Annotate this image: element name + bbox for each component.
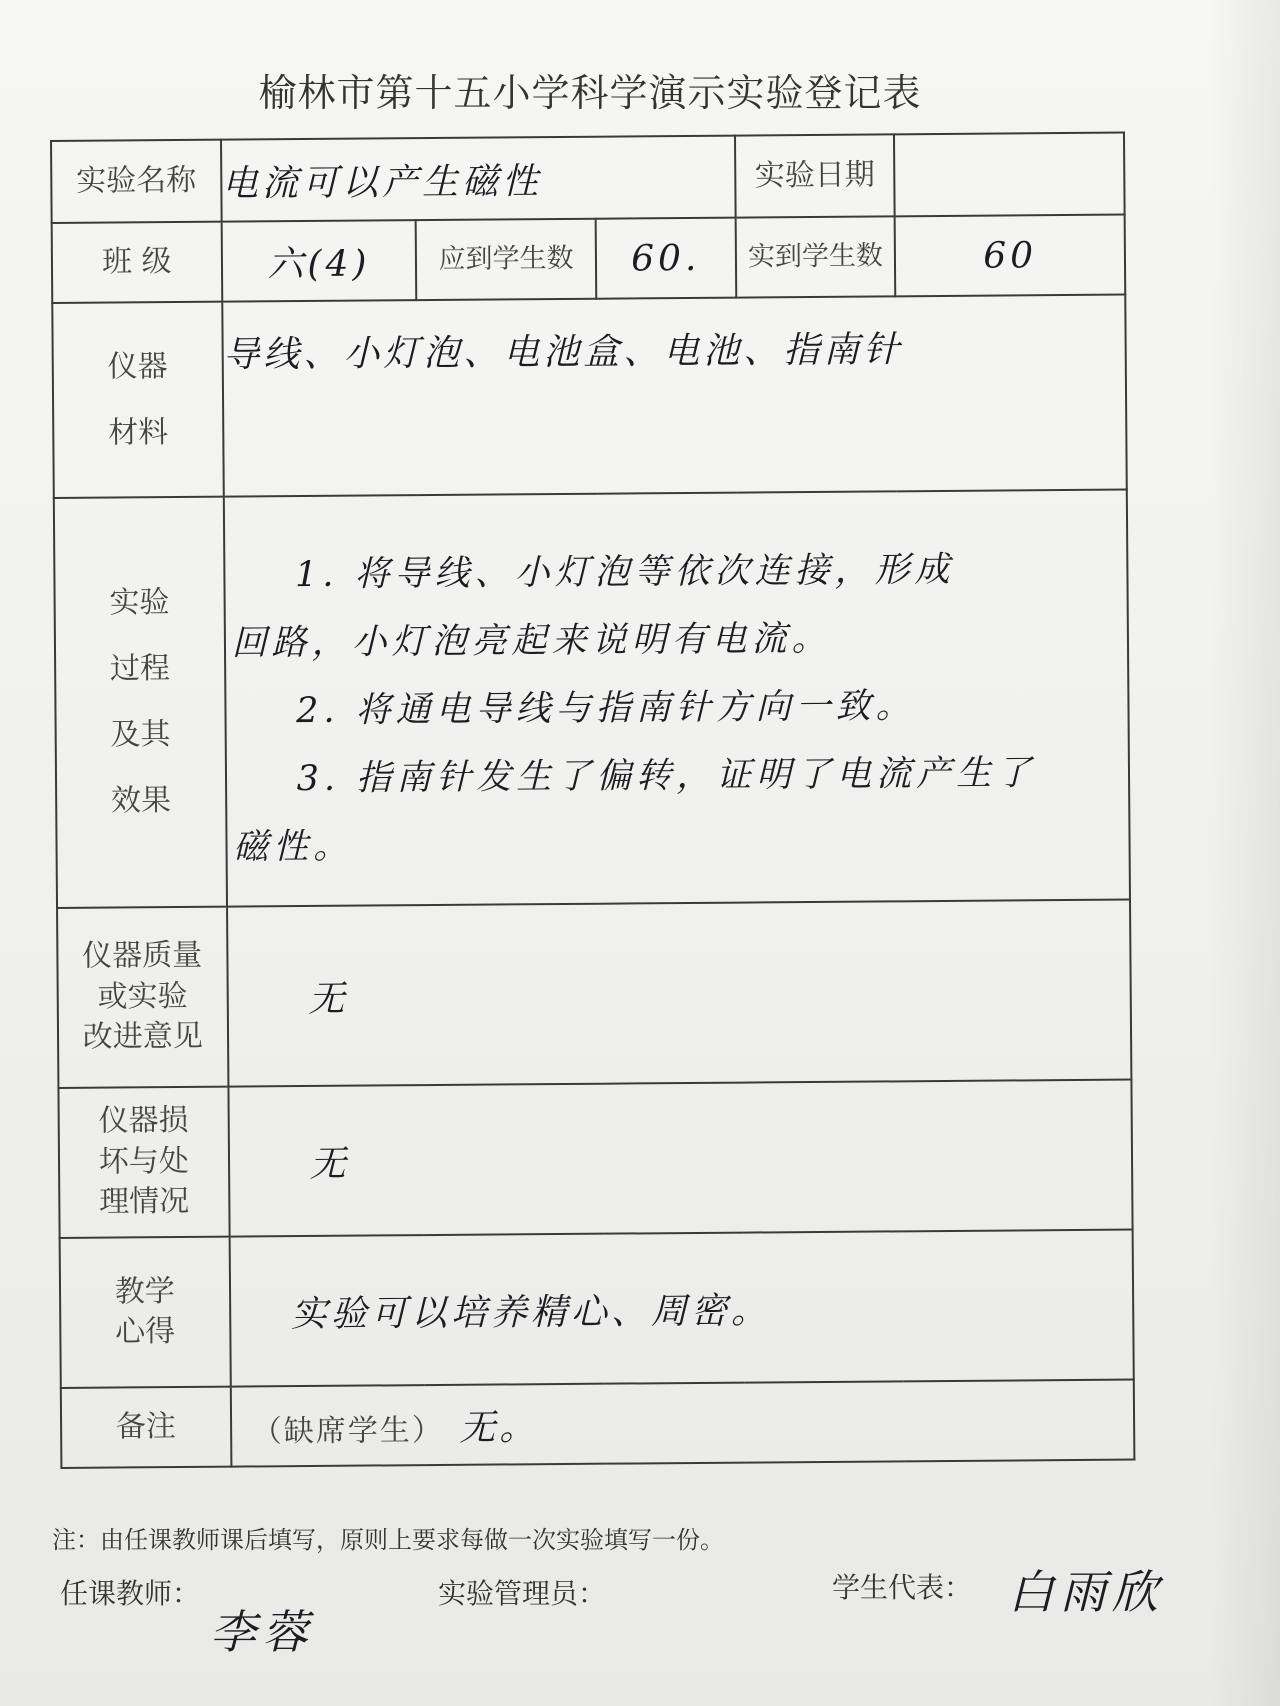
- label-process: [54, 497, 227, 908]
- label-damage-line2: 坏与处: [98, 1143, 189, 1180]
- row-process: [54, 490, 1130, 908]
- value-damage: 无: [228, 1080, 1133, 1237]
- page-edge-shadow: [1210, 0, 1280, 1706]
- process-line-2: 回路，小灯泡亮起来说明有电流。: [231, 618, 832, 664]
- row-damage: [58, 1080, 1132, 1238]
- label-materials-line1: 仪器: [107, 348, 168, 385]
- registration-form-table: [50, 132, 1135, 1469]
- row-materials: [52, 295, 1126, 498]
- process-line-3: 2. 将通电导线与指南针方向一致。: [295, 686, 916, 732]
- label-actual-students: 实到学生数: [735, 216, 895, 297]
- label-process-line4: 效果: [110, 783, 172, 819]
- value-expected-students: 60.: [596, 218, 736, 299]
- label-remarks: 备注: [61, 1387, 231, 1468]
- value-class: 六(4): [221, 220, 416, 302]
- process-line-1: 1. 将导线、小灯泡等依次连接，形成: [294, 549, 955, 596]
- label-process-line1: 实验: [109, 585, 170, 621]
- value-insight: 实验可以培养精心、周密。: [229, 1230, 1134, 1387]
- row-remarks: [61, 1380, 1135, 1468]
- value-experiment-name: 电流可以产生磁性: [221, 136, 736, 222]
- process-line-4: 3. 指南针发生了偏转，证明了电流产生了: [296, 753, 1037, 800]
- value-actual-students: 60: [895, 215, 1125, 297]
- label-insight: [60, 1237, 231, 1388]
- label-insight-line1: 教学: [114, 1273, 175, 1310]
- row-quality: [57, 900, 1131, 1088]
- row-class-students: [52, 215, 1126, 303]
- label-materials-line2: 材料: [107, 414, 169, 451]
- label-materials: [52, 302, 223, 498]
- process-line-5: 磁性。: [233, 826, 354, 868]
- absent-students-label: （缺席学生）: [251, 1412, 444, 1449]
- row-experiment-name: [51, 133, 1125, 223]
- label-quality-line3: 改进意见: [82, 1019, 203, 1056]
- label-quality-line2: 或实验: [97, 978, 188, 1015]
- teacher-label: 任课教师：: [60, 1577, 201, 1610]
- label-quality-line1: 仪器质量: [82, 938, 203, 975]
- label-process-line3: 及其: [110, 717, 171, 753]
- admin-label: 实验管理员：: [438, 1577, 607, 1610]
- label-class: 班 级: [52, 222, 222, 303]
- label-quality: [57, 907, 228, 1088]
- label-expected-students: 应到学生数: [416, 219, 596, 300]
- row-insight: [60, 1230, 1134, 1388]
- value-experiment-date: [894, 133, 1124, 217]
- label-experiment-date: 实验日期: [735, 134, 895, 217]
- label-experiment-name: 实验名称: [51, 140, 221, 223]
- form-title: 榆林市第十五小学科学演示实验登记表: [258, 71, 922, 115]
- value-materials: 导线、小灯泡、电池盒、电池、指南针: [222, 295, 1127, 497]
- absent-students-value: 无。: [459, 1406, 540, 1449]
- footer-note: 注：由任课教师课后填写，原则上要求每做一次实验填写一份。: [52, 1526, 724, 1554]
- label-damage-line3: 理情况: [99, 1184, 190, 1220]
- value-remarks: [230, 1380, 1134, 1467]
- student-rep-label: 学生代表：: [832, 1571, 973, 1604]
- label-process-line2: 过程: [109, 651, 171, 687]
- value-quality: 无: [227, 900, 1132, 1087]
- student-rep-signature: 白雨欣: [1008, 1565, 1164, 1619]
- teacher-signature: 李蓉: [210, 1605, 314, 1659]
- label-damage-line1: 仪器损: [98, 1103, 189, 1139]
- value-process: [223, 490, 1130, 907]
- label-insight-line2: 心得: [115, 1314, 176, 1350]
- label-damage: [58, 1087, 229, 1238]
